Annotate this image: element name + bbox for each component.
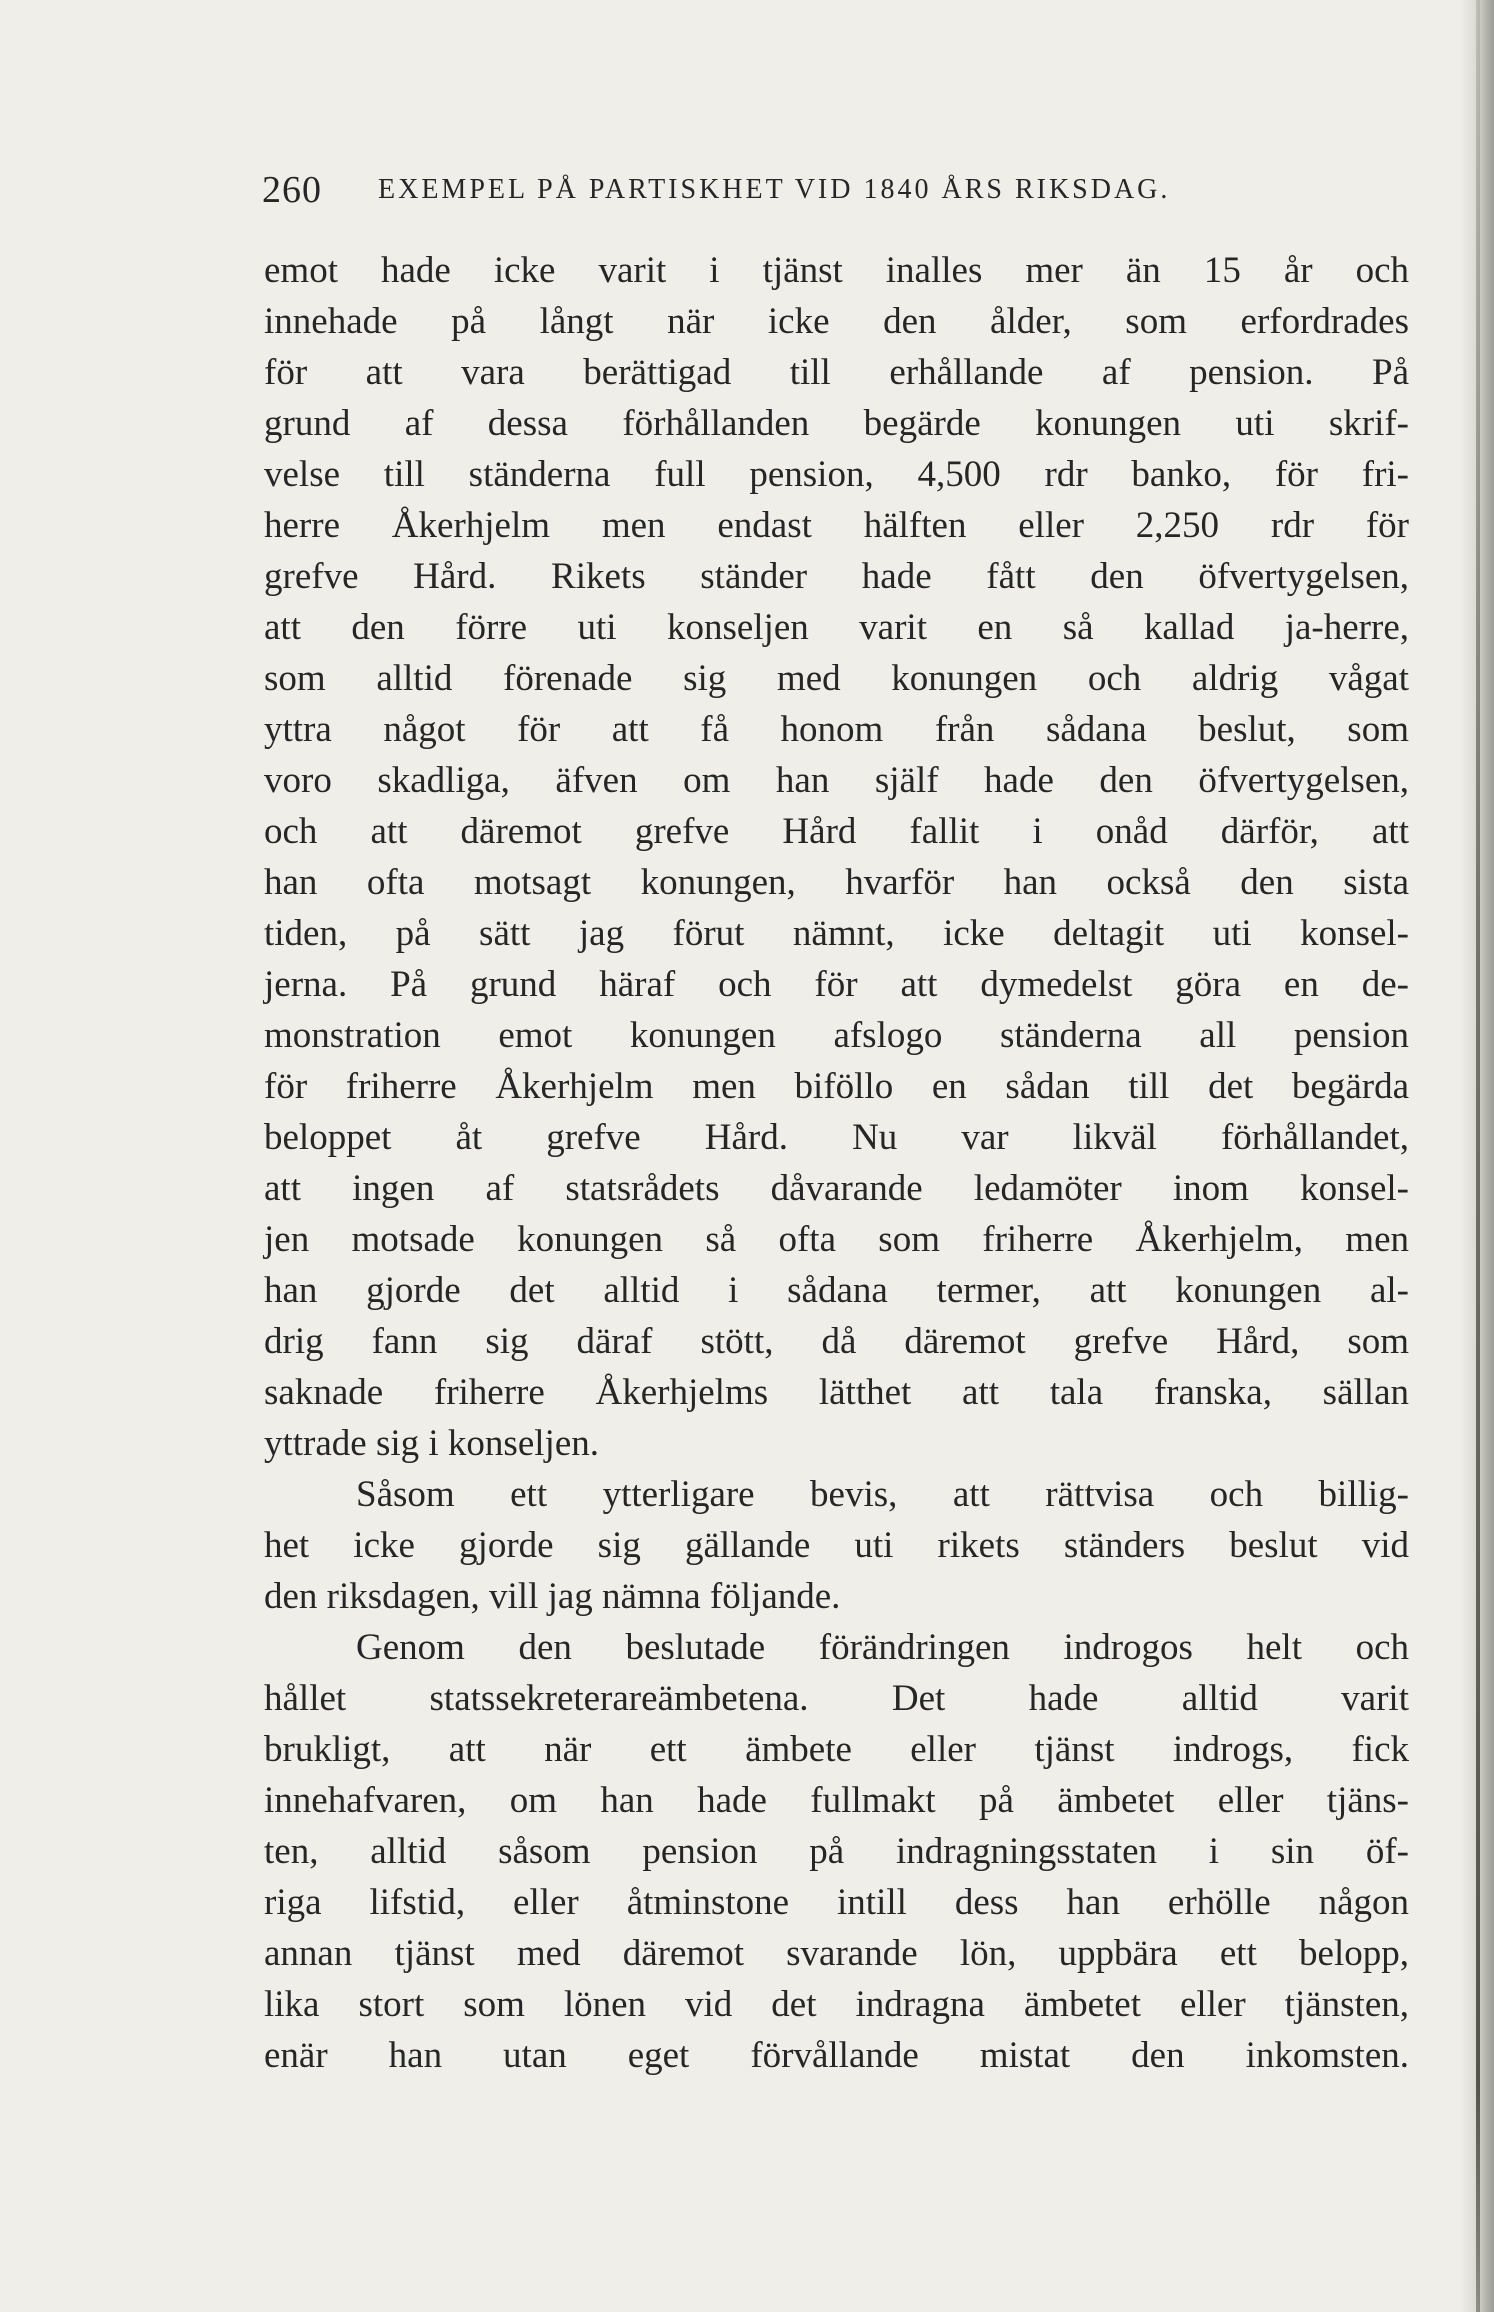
- text-line: enär han utan eget förvållande mistat den inkomsten.: [264, 2035, 1409, 2076]
- text-line: tiden, på sätt jag förut nämnt, icke deltagit uti konsel-: [264, 913, 1409, 954]
- text-line: yttra något för att få honom från sådana beslut, som: [264, 709, 1409, 750]
- text-line: den riksdagen, vill jag nämna följande.: [264, 1576, 841, 1617]
- body-text: [264, 245, 1414, 2081]
- text-line: att den förre uti konseljen varit en så kallad ja-herre,: [264, 607, 1409, 648]
- text-line: grefve Hård. Rikets ständer hade fått den öfvertygelsen,: [264, 556, 1409, 597]
- text-line: brukligt, att när ett ämbete eller tjänst indrogs, fick: [264, 1729, 1409, 1770]
- text-line: grund af dessa förhållanden begärde konungen uti skrif-: [264, 403, 1409, 444]
- text-line: velse till ständerna full pension, 4,500 rdr banko, för fri-: [264, 454, 1409, 495]
- text-line: för att vara berättigad till erhållande af pension. På: [264, 352, 1409, 393]
- text-line: han gjorde det alltid i sådana termer, att konungen al-: [264, 1270, 1409, 1311]
- text-line: och att däremot grefve Hård fallit i onåd därför, att: [264, 811, 1409, 852]
- text-line: herre Åkerhjelm men endast hälften eller 2,250 rdr för: [264, 505, 1409, 546]
- text-line: som alltid förenade sig med konungen och aldrig vågat: [264, 658, 1409, 699]
- text-line: innehafvaren, om han hade fullmakt på ämbetet eller tjäns-: [264, 1780, 1409, 1821]
- running-title: EXEMPEL PÅ PARTISKHET VID 1840 ÅRS RIKSDAG.: [378, 174, 1171, 205]
- text-line: riga lifstid, eller åtminstone intill dess han erhölle någon: [264, 1882, 1409, 1923]
- text-line: voro skadliga, äfven om han själf hade den öfvertygelsen,: [264, 760, 1409, 801]
- text-line: ten, alltid såsom pension på indragningsstaten i sin öf-: [264, 1831, 1409, 1872]
- text-line: Såsom ett ytterligare bevis, att rättvisa och billig-: [356, 1474, 1409, 1515]
- text-line: lika stort som lönen vid det indragna ämbetet eller tjänsten,: [264, 1984, 1409, 2025]
- text-line: innehade på långt när icke den ålder, som erfordrades: [264, 301, 1409, 342]
- page-header: [262, 168, 1282, 218]
- text-line: beloppet åt grefve Hård. Nu var likväl förhållandet,: [264, 1117, 1409, 1158]
- text-line: Genom den beslutade förändringen indrogos helt och: [356, 1627, 1409, 1668]
- page-edge: [1476, 0, 1480, 2312]
- text-line: annan tjänst med däremot svarande lön, uppbära ett belopp,: [264, 1933, 1409, 1974]
- text-line: för friherre Åkerhjelm men biföllo en sådan till det begärda: [264, 1066, 1409, 1107]
- text-line: monstration emot konungen afslogo ständerna all pension: [264, 1015, 1409, 1056]
- text-line: han ofta motsagt konungen, hvarför han också den sista: [264, 862, 1409, 903]
- text-line: jerna. På grund häraf och för att dymedelst göra en de-: [264, 964, 1409, 1005]
- text-line: het icke gjorde sig gällande uti rikets ständers beslut vid: [264, 1525, 1409, 1566]
- text-line: yttrade sig i konseljen.: [264, 1423, 599, 1464]
- text-line: jen motsade konungen så ofta som friherre Åkerhjelm, men: [264, 1219, 1409, 1260]
- text-line: saknade friherre Åkerhjelms lätthet att tala franska, sällan: [264, 1372, 1409, 1413]
- text-line: emot hade icke varit i tjänst inalles mer än 15 år och: [264, 250, 1409, 291]
- text-line: drig fann sig däraf stött, då däremot grefve Hård, som: [264, 1321, 1409, 1362]
- text-line: hållet statssekreterareämbetena. Det hade alltid varit: [264, 1678, 1409, 1719]
- page-number: 260: [262, 169, 322, 211]
- text-line: att ingen af statsrådets dåvarande ledamöter inom konsel-: [264, 1168, 1409, 1209]
